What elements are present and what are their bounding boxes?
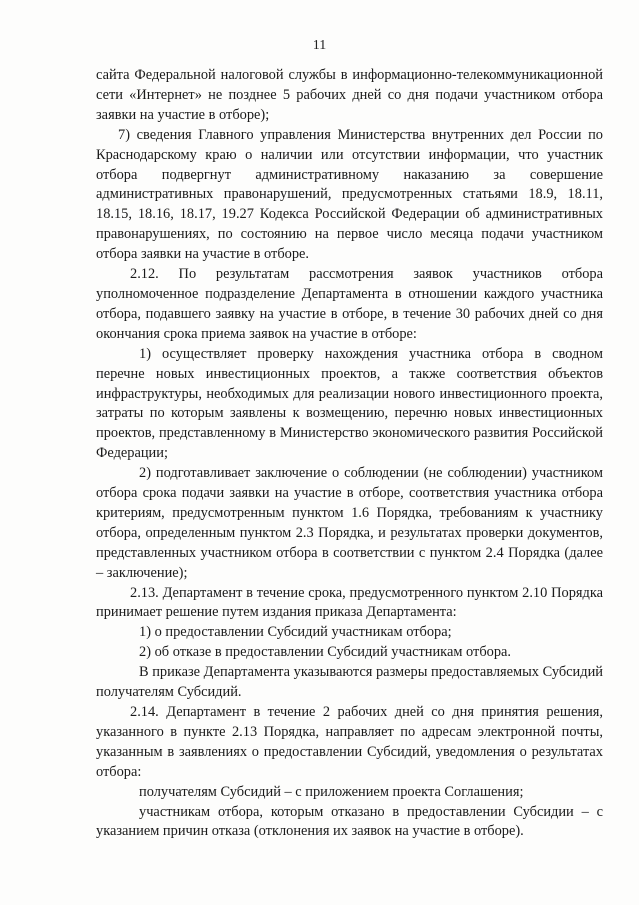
paragraph-continuation: сайта Федеральной налоговой службы в информационно-телекоммуникационной сети «Интернет» не позднее 5 рабочих дней со дня подачи участником отбора заявки на участие в отборе);	[96, 67, 603, 123]
document-body	[96, 66, 603, 842]
page-number: 11	[312, 38, 327, 53]
paragraph-2-13-item-1: 1) о предоставлении Субсидий участникам отбора;	[139, 624, 452, 641]
paragraph-2-13-item-2: 2) об отказе в предоставлении Субсидий участникам отбора.	[139, 644, 512, 661]
paragraph-rejected-participants: участникам отбора, которым отказано в предоставлении Субсидии – с указанием причин отказа (отклонения их заявок на участие в отборе).	[96, 803, 603, 840]
paragraph-2-12: 2.12. По результатам рассмотрения заявок участников отбора уполномоченное подразделение Департамента в отношении каждого участника отбора, подавшего заявку на участие в отборе, в течение 30 рабочих дней со дня окончания срока приема заявок на участие в отборе:	[96, 266, 603, 342]
paragraph-2-13: 2.13. Департамент в течение срока, предусмотренного пунктом 2.10 Порядка принимает решение путем издания приказа Департамента:	[96, 584, 603, 621]
paragraph-2-14: 2.14. Департамент в течение 2 рабочих дней со дня принятия решения, указанного в пункте 2.13 Порядка, направляет по адресам электронной почты, указанным в заявлениях о предоставлении Субсидий, уведомления о результатах отбора:	[96, 704, 603, 780]
paragraph-order-sizes: В приказе Департамента указываются размеры предоставляемых Субсидий получателям Субсидий.	[96, 664, 603, 701]
paragraph-item-7: 7) сведения Главного управления Министерства внутренних дел России по Краснодарскому краю о наличии или отсутствии информации, что участник отбора подвергнут административному наказанию за совершение административных правонарушений, предусмотренных статьями 18.9, 18.11, 18.15, 18.16, 18.17, 19.27 Кодекса Российской Федерации об административных правонарушениях, по состоянию на первое число месяца подачи участником отбора заявки на участие в отборе.	[96, 126, 603, 263]
paragraph-2-12-item-1: 1) осуществляет проверку нахождения участника отбора в сводном перечне новых инвестиционных проектов, а также соответствия объектов инфраструктуры, необходимых для реализации нового инвестиционного проекта, затраты по которым заявлены к возмещению, перечню новых инвестиционных проектов, представленному в Министерство экономического развития Российской Федерации;	[96, 345, 603, 462]
paragraph-2-12-item-2: 2) подготавливает заключение о соблюдении (не соблюдении) участником отбора срока подачи заявки на участие в отборе, соответствия участника отбора критериям, предусмотренным пунктом 1.6 Порядка, требованиям к участнику отбора, определенным пунктом 2.3 Порядка, и результатах проверки документов, представленных участником отбора в соответствии с пунктом 2.4 Порядка (далее – заключение);	[96, 465, 603, 581]
paragraph-recipients: получателям Субсидий – с приложением проекта Соглашения;	[139, 783, 524, 800]
